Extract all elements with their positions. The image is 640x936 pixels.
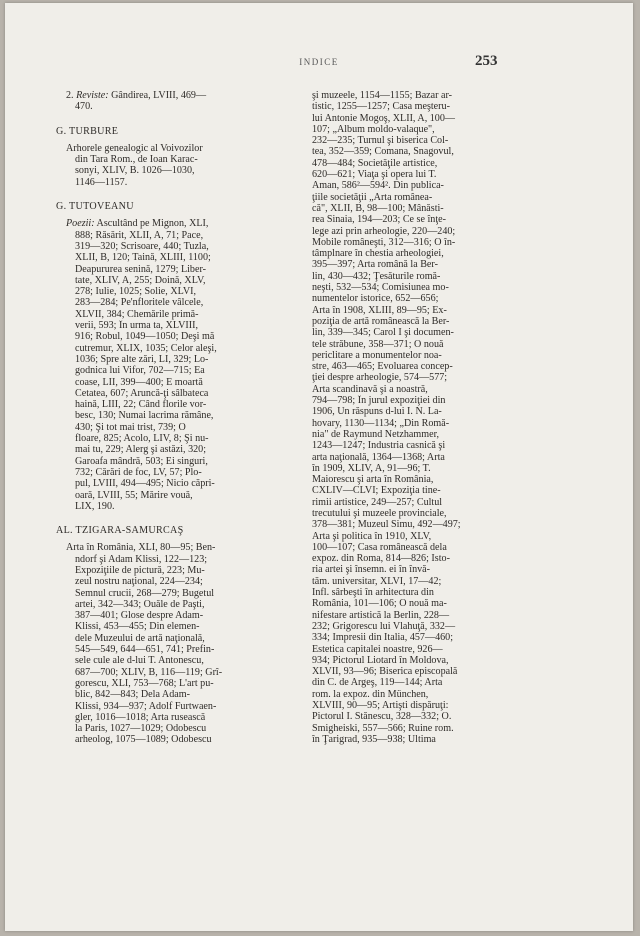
index-line: Aman, 586²—594². Din publica- xyxy=(312,180,444,192)
index-line: şi muzeele, 1154—1155; Bazar ar- xyxy=(312,90,453,101)
index-line: 1243—1247; Industria casnică şi xyxy=(312,440,446,452)
index-line: XLVIII, 90—95; Artişti dispăruţi: xyxy=(312,700,449,712)
index-line: verii, 593; În urma ta, XLVIII, xyxy=(75,320,198,332)
index-line: arta naţională, 1364—1368; Arta xyxy=(312,451,445,463)
index-line: nia" de Raymund Netzhammer, xyxy=(312,428,440,440)
index-line: 395—397; Arta română la Ber- xyxy=(312,259,438,271)
index-line: tăm. universitar, XLVI, 17—42; xyxy=(312,575,442,587)
index-line: zeul nostru naţional, 224—234; xyxy=(75,576,203,588)
index-line: trecutului şi muzeele provinciale, xyxy=(312,507,447,519)
index-line: Klissi, 934—937; Adolf Furtwaen- xyxy=(75,700,217,712)
author-heading: G. TUTOVEANU xyxy=(56,201,134,213)
index-line: 2. Reviste: Gândirea, LVIII, 469— xyxy=(66,90,207,101)
index-line: godnica lui Vifor, 702—715; Ea xyxy=(75,365,205,377)
book-page xyxy=(5,3,633,931)
index-line: stre, 463—465; Evoluarea concep- xyxy=(312,361,453,373)
index-line: din Tara Rom., de Ioan Karac- xyxy=(75,154,198,166)
index-line: 888; Răsărit, XLII, A, 71; Pace, xyxy=(75,229,204,241)
index-line: poziţia de artă românească la Ber- xyxy=(312,315,450,327)
index-line: haină, LIII, 22; Când florile vor- xyxy=(75,399,207,411)
index-line: lin, 339—345; Carol I şi documen- xyxy=(312,327,454,339)
index-line: gler, 1016—1018; Arta rusească xyxy=(75,711,206,723)
index-line: rea Sinaia, 194—203; Ce se înţe- xyxy=(312,214,446,226)
index-line: Poezii: Ascultând pe Mignon, XLI, xyxy=(66,218,209,230)
index-line: Garoafa mândră, 503; Ei singuri, xyxy=(75,455,208,467)
index-line: besc, 130; Numai lacrima rămâne, xyxy=(75,410,214,422)
index-line: pul, LVIII, 494—495; Nicio căpri- xyxy=(75,478,215,490)
index-line: Estetica capitalei noastre, 926— xyxy=(312,643,443,655)
index-line: lin, 430—432; Ţesăturile romă- xyxy=(312,270,441,282)
left-column xyxy=(56,90,304,746)
index-line: în 1909, XLIV, A, 91—96; T. xyxy=(312,462,431,474)
index-line: tele străbune, 358—371; O nouă xyxy=(312,338,444,350)
index-line: sele cule ale d-lui T. Antonescu, xyxy=(75,655,204,667)
index-line: cutremur, XLIX, 1035; Celor aleşi, xyxy=(75,342,217,354)
index-line: 620—621; Viaţa şi opera lui T. xyxy=(312,169,437,181)
index-line: din C. de Argeş, 119—144; Arta xyxy=(312,677,443,689)
index-line: Maiorescu şi arta în România, xyxy=(312,474,434,486)
index-line: oară, LVIII, 55; Mărire vouă, xyxy=(75,489,193,501)
index-line: rom. la expoz. din München, xyxy=(312,688,429,700)
index-line: Arta şi politica în 1910, XLV, xyxy=(312,530,432,542)
page-number: 253 xyxy=(475,53,498,69)
index-line: XLVII, 384; Chemările primă- xyxy=(75,308,199,320)
index-line: 430; Şi tot mai trist, 739; O xyxy=(75,421,186,433)
index-line: dele Muzeului de artă naţională, xyxy=(75,632,205,644)
index-line: Arhorele genealogic al Voivozilor xyxy=(66,142,203,154)
index-line: 1146—1157. xyxy=(75,176,128,188)
index-line: nifestare artistică la Berlin, 228— xyxy=(312,609,450,621)
index-line: XLII, B, 120; Taină, XLIII, 1100; xyxy=(75,252,211,264)
index-line: gorescu, XLI, 753—768; L'art pu- xyxy=(75,677,214,689)
index-line: Deapururea senină, 1279; Liber- xyxy=(75,263,206,275)
index-line: tea, 352—359; Comana, Snagovul, xyxy=(312,146,454,158)
index-line: 478—484; Societăţile artistice, xyxy=(312,157,438,169)
index-line: lege azi prin arheologie, 220—240; xyxy=(312,225,456,237)
index-line: XLVII, 93—96; Biserica episcopală xyxy=(312,666,458,678)
index-line: ria artei şi însemn. ei în învă- xyxy=(312,564,431,576)
index-line: 687—700; XLIV, B, 116—119; Grî- xyxy=(75,666,223,678)
index-line: expoz. din Roma, 814—826; Isto- xyxy=(312,553,450,565)
index-line: 232—235; Turnul şi biserica Col- xyxy=(312,135,449,147)
index-line: România, 101—106; O nouă ma- xyxy=(312,598,447,610)
index-line: Pictorul I. Stănescu, 328—332; O. xyxy=(312,711,452,723)
index-line: 1036; Spre alte zări, LI, 329; Lo- xyxy=(75,353,209,365)
index-line: Arta în 1908, XLIII, 89—95; Ex- xyxy=(312,304,447,316)
index-line: CXLIV—CLVI; Expoziţia tine- xyxy=(312,485,441,497)
index-line: 934; Pictorul Liotard în Moldova, xyxy=(312,654,449,666)
author-heading: G. TURBURE xyxy=(56,125,119,137)
index-line: în Ţarigrad, 935—938; Ultima xyxy=(312,733,436,745)
index-line: hovary, 1130—1134; „Din Romă- xyxy=(312,417,450,429)
index-line: 319—320; Scrisoare, 440; Tuzla, xyxy=(75,240,209,252)
index-line: 1906, Un răspuns d-lui I. N. La- xyxy=(312,406,442,418)
right-column xyxy=(312,90,492,745)
index-line: Arta în România, XLI, 80—95; Ben- xyxy=(66,542,216,554)
index-line: tate, XLIV, A, 255; Doină, XLV, xyxy=(75,274,206,286)
index-line: 334; Impresii din Italia, 457—460; xyxy=(312,632,454,644)
author-heading: AL. TZIGARA-SAMURCAŞ xyxy=(56,525,184,537)
index-line: artei, 342—343; Ouăle de Paşti, xyxy=(75,598,205,610)
index-line: neşti, 532—534; Comisiunea mo- xyxy=(312,282,449,294)
index-line: 732; Cărări de foc, LV, 57; Plo- xyxy=(75,466,202,478)
index-line: 378—381; Muzeul Simu, 492—497; xyxy=(312,519,461,531)
index-line: 107; „Album moldo-valaque", xyxy=(312,123,435,135)
index-line: coase, LII, 399—400; E moartă xyxy=(75,376,203,388)
index-line: ţiei despre arheologie, 574—577; xyxy=(312,372,448,384)
index-line: Smigheiski, 557—566; Ruine rom. xyxy=(312,722,454,734)
index-line: la Paris, 1027—1029; Odobescu xyxy=(75,723,207,735)
index-line: Klissi, 453—455; Din elemen- xyxy=(75,621,200,633)
index-line: ndorf şi Adam Klissi, 122—123; xyxy=(75,553,208,565)
index-line: Infl. sârbeşti în arhitectura din xyxy=(312,587,434,599)
index-line: blic, 842—843; Dela Adam- xyxy=(75,689,190,701)
index-line: 283—284; Pe'nfloritele vâlcele, xyxy=(75,297,204,309)
index-line: arheolog, 1075—1089; Odobescu xyxy=(75,734,212,746)
index-line: sonyi, XLIV, B. 1026—1030, xyxy=(75,165,195,177)
index-line: tistic, 1255—1257; Casa meşteru- xyxy=(312,101,450,113)
index-line: 916; Robul, 1049—1050; Deşi mă xyxy=(75,331,215,343)
index-line: LIX, 190. xyxy=(75,500,115,512)
index-line: ţiile societăţii „Arta românea- xyxy=(312,191,433,203)
index-line: 387—401; Glose despre Adam- xyxy=(75,610,204,622)
index-line: periclitare a monumentelor noa- xyxy=(312,349,442,361)
index-line: mai tu, 229; Alerg şi astăzi, 320; xyxy=(75,444,207,456)
index-line: 232; Grigorescu lui Vlahuţă, 332— xyxy=(312,620,456,632)
index-line: Mobile româneşti, 312—316; O în- xyxy=(312,236,456,248)
index-line: 545—549, 644—651, 741; Prefin- xyxy=(75,644,215,656)
index-line: 278; Iulie, 1025; Solie, XLVI, xyxy=(75,286,197,298)
index-line: rimii artistice, 249—257; Cultul xyxy=(312,496,443,508)
index-line: Arta scandinavă şi a noastră, xyxy=(312,383,428,395)
index-line: 794—798; În jurul expoziţiei din xyxy=(312,395,446,407)
index-line: 100—107; Casa românească dela xyxy=(312,541,447,553)
index-line: că", XLII, B, 98—100; Mânăsti- xyxy=(312,202,444,214)
index-line: Cetatea, 607; Aruncă-ţi sâlbateca xyxy=(75,387,209,399)
index-line: Semnul crucii, 268—279; Bugetul xyxy=(75,587,215,599)
index-line: lui Antonie Mogoş, XLII, A, 100— xyxy=(312,112,455,124)
index-line: tâmplnare în chestia arheologiei, xyxy=(312,248,444,260)
index-line: numentelor istorice, 652—656; xyxy=(312,293,439,305)
index-line: Expoziţiile de pictură, 223; Mu- xyxy=(75,564,205,576)
index-line: 470. xyxy=(75,101,93,113)
index-line: floare, 825; Acolo, LIV, 8; Şi nu- xyxy=(75,433,209,445)
running-title: INDICE xyxy=(299,57,339,67)
